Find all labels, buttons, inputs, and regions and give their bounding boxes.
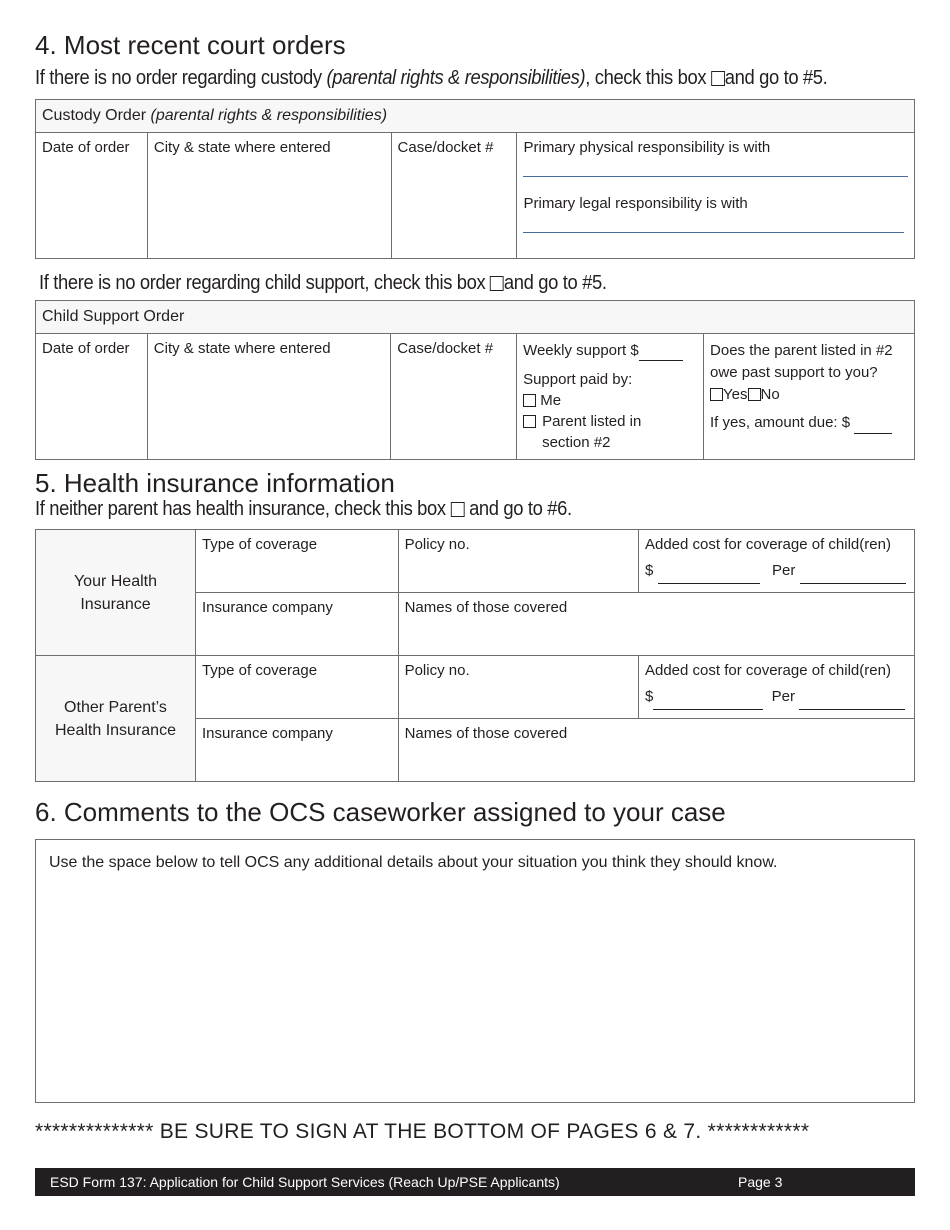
- physical-responsibility-label: Primary physical responsibility is with: [523, 139, 771, 156]
- other-insurance-label: Other Parent’s Health Insurance: [55, 698, 176, 739]
- custody-city-field[interactable]: [147, 133, 391, 259]
- other-type-label: Type of coverage: [201, 662, 318, 679]
- other-policy-field[interactable]: [398, 656, 638, 719]
- custody-order-header: [36, 100, 915, 133]
- your-type-label: Type of coverage: [201, 536, 318, 553]
- your-insurance-label-cell: [36, 530, 196, 656]
- legal-responsibility-field[interactable]: [523, 212, 904, 233]
- section-4-title: 4. Most recent court orders: [35, 30, 346, 60]
- past-support-yes-checkbox[interactable]: [710, 388, 723, 401]
- other-type-field[interactable]: [195, 656, 398, 719]
- support-order-table: [35, 300, 915, 460]
- health-instruction-end: and go to #6.: [469, 498, 572, 520]
- your-dollar-label: $: [644, 562, 654, 579]
- custody-city-label: City & state where entered: [153, 139, 331, 156]
- amount-due-field[interactable]: [854, 419, 892, 434]
- other-names-field[interactable]: [398, 719, 914, 782]
- your-per-field[interactable]: [800, 569, 906, 584]
- custody-date-field[interactable]: [36, 133, 148, 259]
- support-paid-by-label: Support paid by:: [523, 371, 633, 388]
- your-cost-field[interactable]: [658, 569, 760, 584]
- other-insurance-label-cell: [36, 656, 196, 782]
- other-policy-label: Policy no.: [404, 662, 470, 679]
- your-insurance-label: Your Health Insurance: [73, 572, 157, 613]
- paid-by-me-label: Me: [540, 392, 562, 409]
- sign-reminder-banner: ************** BE SURE TO SIGN AT THE BOTTOM OF PAGES 6 & 7. ************: [35, 1120, 810, 1143]
- support-instruction: [39, 272, 607, 295]
- custody-header-italic: (parental rights & responsibilities): [150, 107, 388, 124]
- health-instruction-text: If neither parent has health insurance, check this box: [35, 498, 446, 520]
- page-footer: [35, 1168, 915, 1196]
- custody-case-label: Case/docket #: [397, 139, 494, 156]
- custody-header-text: Custody Order: [42, 107, 151, 124]
- your-names-field[interactable]: [398, 593, 914, 656]
- other-dollar-label: $: [644, 688, 654, 705]
- legal-responsibility-label: Primary legal responsibility is with: [523, 195, 748, 212]
- other-added-cost-cell: [638, 656, 914, 719]
- physical-responsibility-field[interactable]: [523, 156, 908, 177]
- your-names-label: Names of those covered: [404, 599, 568, 616]
- custody-order-table: [35, 99, 915, 259]
- your-added-cost-label: Added cost for coverage of child(ren): [644, 536, 891, 553]
- custody-instruction-end: and go to #5.: [724, 67, 828, 89]
- your-type-field[interactable]: [195, 530, 398, 593]
- support-city-label: City & state where entered: [153, 340, 331, 357]
- section-5-title: 5. Health insurance information: [35, 468, 395, 498]
- footer-page-number: Page 3: [738, 1174, 783, 1190]
- support-payment-cell: [517, 334, 704, 460]
- support-order-header: Child Support Order: [36, 301, 915, 334]
- custody-instruction: [35, 67, 827, 90]
- no-support-order-checkbox[interactable]: [490, 276, 504, 291]
- your-company-field[interactable]: [195, 593, 398, 656]
- your-policy-label: Policy no.: [404, 536, 470, 553]
- past-support-no-label: No: [760, 386, 780, 403]
- weekly-support-field[interactable]: [639, 346, 683, 361]
- past-support-no-checkbox[interactable]: [748, 388, 761, 401]
- support-instruction-text: If there is no order regarding child support, check this box: [39, 272, 486, 294]
- paid-by-parent-label: Parent listed in section #2: [542, 413, 642, 451]
- support-case-label: Case/docket #: [397, 340, 494, 357]
- support-date-field[interactable]: [36, 334, 148, 460]
- footer-form-name: ESD Form 137: Application for Child Support Services (Reach Up/PSE Applicants): [50, 1174, 560, 1190]
- section-6-title: 6. Comments to the OCS caseworker assigned to your case: [35, 797, 726, 827]
- custody-responsibility-cell: [517, 133, 915, 259]
- no-custody-order-checkbox[interactable]: [711, 71, 725, 86]
- past-support-yes-label: Yes: [723, 386, 748, 403]
- past-support-question: Does the parent listed in #2 owe past support to you?: [710, 342, 893, 381]
- support-date-label: Date of order: [42, 340, 130, 357]
- other-added-cost-label: Added cost for coverage of child(ren): [644, 662, 891, 679]
- custody-date-label: Date of order: [42, 139, 130, 156]
- custody-case-field[interactable]: [391, 133, 517, 259]
- your-company-label: Insurance company: [201, 599, 333, 616]
- custody-instruction-italic: (parental rights & responsibilities): [326, 67, 586, 89]
- amount-due-label: If yes, amount due: $: [710, 414, 851, 431]
- custody-instruction-post: , check this box: [585, 67, 707, 89]
- other-per-field[interactable]: [799, 695, 905, 710]
- support-case-field[interactable]: [391, 334, 517, 460]
- health-insurance-table: [35, 529, 915, 782]
- other-company-label: Insurance company: [201, 725, 333, 742]
- other-cost-field[interactable]: [653, 695, 763, 710]
- custody-instruction-text: If there is no order regarding custody: [35, 67, 327, 89]
- your-added-cost-cell: [638, 530, 914, 593]
- weekly-support-label: Weekly support $: [523, 342, 639, 359]
- support-instruction-end: and go to #5.: [503, 272, 607, 294]
- paid-by-parent-checkbox[interactable]: [523, 415, 536, 428]
- other-per-label: Per: [771, 688, 796, 705]
- health-instruction: [35, 498, 572, 521]
- comments-box[interactable]: [35, 839, 915, 1103]
- other-names-label: Names of those covered: [404, 725, 568, 742]
- your-per-label: Per: [772, 562, 796, 579]
- your-policy-field[interactable]: [398, 530, 638, 593]
- other-company-field[interactable]: [195, 719, 398, 782]
- support-city-field[interactable]: [147, 334, 390, 460]
- paid-by-me-checkbox[interactable]: [523, 394, 536, 407]
- comments-prompt: Use the space below to tell OCS any additional details about your situation you think they should know.: [49, 854, 778, 871]
- no-health-insurance-checkbox[interactable]: [451, 502, 465, 517]
- past-support-cell: [704, 334, 915, 460]
